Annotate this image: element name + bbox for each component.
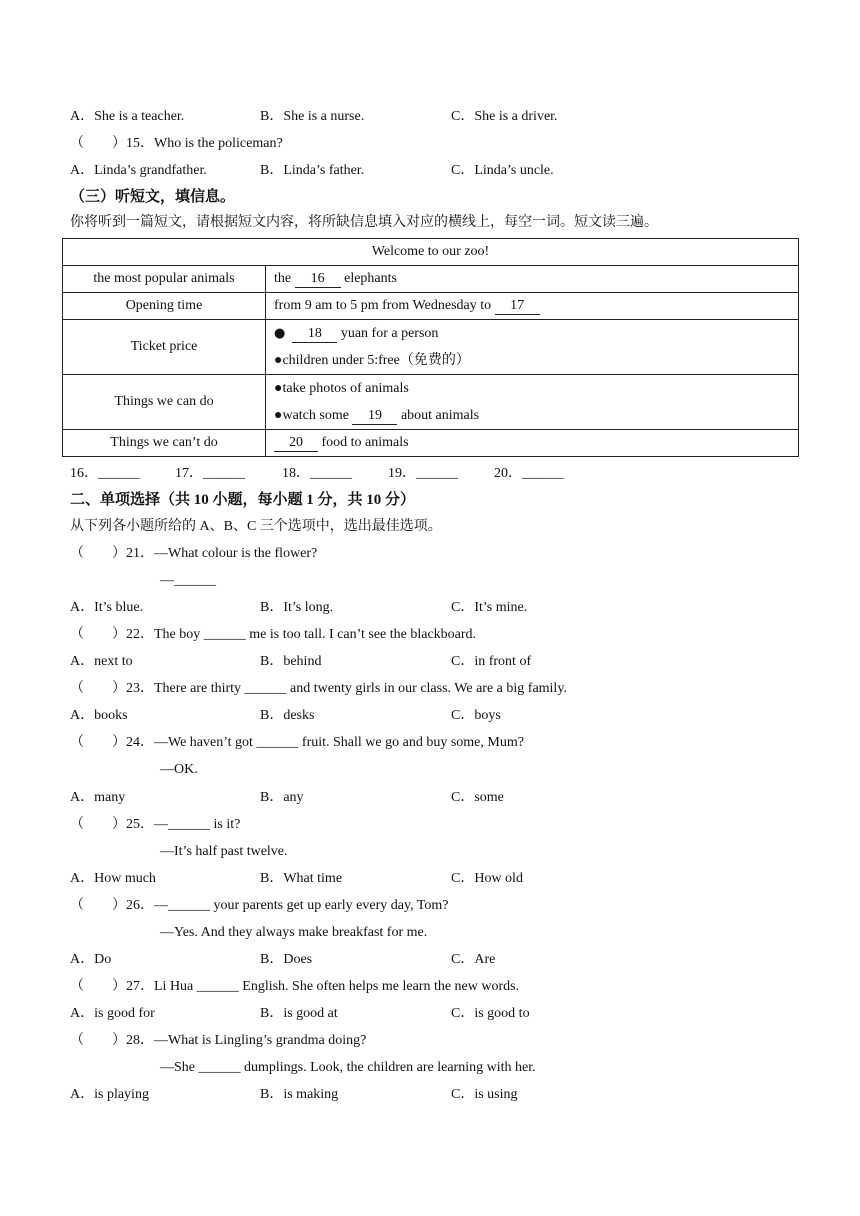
section2-instruction: 从下列各小题所给的 A、B、C 三个选项中，选出最佳选项。	[70, 519, 442, 534]
row-label: Opening time	[63, 293, 266, 320]
table-row	[63, 375, 799, 430]
blank-18: 18	[292, 326, 337, 343]
option-b: B．any	[260, 790, 304, 805]
table-row	[63, 320, 799, 375]
option-c: C．is good to	[451, 1006, 530, 1021]
option-c: C．It’s mine.	[451, 600, 528, 615]
option-a: A．next to	[70, 654, 133, 669]
option-b: B．is making	[260, 1087, 339, 1102]
option-c: C．boys	[451, 708, 501, 723]
answer-blank-16: 16．______	[70, 466, 140, 481]
option-a: A．is playing	[70, 1087, 149, 1102]
q14-option-b: B．She is a nurse.	[260, 109, 365, 124]
option-a: A．How much	[70, 871, 156, 886]
blank-17: 17	[495, 298, 540, 315]
section3-instruction: 你将听到一篇短文，请根据短文内容，将所缺信息填入对应的横线上，每空一词。短文读三遍。	[70, 215, 658, 230]
answer-blank-17: 17．______	[175, 466, 245, 481]
q15-stem: （ ）15．Who is the policeman?	[70, 136, 283, 151]
option-a: A．is good for	[70, 1006, 155, 1021]
option-c: C．in front of	[451, 654, 532, 669]
q15-option-b: B．Linda’s father.	[260, 163, 365, 178]
table-row	[63, 266, 799, 293]
q14-option-c: C．She is a driver.	[451, 109, 558, 124]
question-reply: —OK.	[160, 762, 198, 777]
q15-option-c: C．Linda’s uncle.	[451, 163, 554, 178]
table-row	[63, 293, 799, 320]
option-c: C．some	[451, 790, 504, 805]
answer-blank-20: 20．______	[494, 466, 564, 481]
option-b: B．is good at	[260, 1006, 338, 1021]
option-c: C．How old	[451, 871, 523, 886]
question-reply: —______	[160, 573, 216, 588]
question-stem: （ ）23．There are thirty ______ and twenty girls in our class. We are a big family.	[70, 681, 567, 696]
question-stem: （ ）21．—What colour is the flower?	[70, 546, 318, 561]
blank-19: 19	[352, 408, 397, 425]
option-c: C．Are	[451, 952, 496, 967]
option-b: B．It’s long.	[260, 600, 334, 615]
row-content: ● 18 yuan for a person ●children under 5:free（免费的）	[266, 320, 799, 375]
q14-option-a: A．She is a teacher.	[70, 109, 185, 124]
question-stem: （ ）28．—What is Lingling’s grandma doing?	[70, 1033, 367, 1048]
question-stem: （ ）26．—______ your parents get up early every day, Tom?	[70, 898, 449, 913]
question-stem: （ ）22．The boy ______ me is too tall. I can’t see the blackboard.	[70, 627, 477, 642]
option-b: B．desks	[260, 708, 315, 723]
option-b: B．What time	[260, 871, 343, 886]
option-a: A．It’s blue.	[70, 600, 144, 615]
section3-title: （三）听短文，填信息。	[70, 189, 236, 205]
answer-blank-18: 18．______	[282, 466, 352, 481]
row-content: 20 food to animals	[266, 430, 799, 457]
question-stem: （ ）27．Li Hua ______ English. She often helps me learn the new words.	[70, 979, 520, 994]
table-row	[63, 430, 799, 457]
answer-blank-19: 19．______	[388, 466, 458, 481]
table-title: Welcome to our zoo!	[63, 239, 799, 266]
option-a: A．books	[70, 708, 128, 723]
blank-20: 20	[274, 435, 318, 452]
zoo-info-table	[62, 238, 799, 457]
question-reply: —Yes. And they always make breakfast for me.	[160, 925, 428, 940]
question-stem: （ ）24．—We haven’t got ______ fruit. Shall we go and buy some, Mum?	[70, 735, 524, 750]
question-reply: —She ______ dumplings. Look, the children are learning with her.	[160, 1060, 536, 1075]
option-a: A．many	[70, 790, 126, 805]
row-content: ●take photos of animals ●watch some 19 about animals	[266, 375, 799, 430]
row-label: Things we can’t do	[63, 430, 266, 457]
option-b: B．Does	[260, 952, 313, 967]
row-label: Things we can do	[63, 375, 266, 430]
row-content: the 16 elephants	[266, 266, 799, 293]
question-stem: （ ）25．—______ is it?	[70, 817, 241, 832]
blank-16: 16	[295, 271, 341, 288]
row-label: Ticket price	[63, 320, 266, 375]
option-a: A．Do	[70, 952, 112, 967]
question-reply: —It’s half past twelve.	[160, 844, 288, 859]
q15-option-a: A．Linda’s grandfather.	[70, 163, 207, 178]
option-b: B．behind	[260, 654, 322, 669]
bullet-icon: ●	[274, 326, 286, 341]
row-content: from 9 am to 5 pm from Wednesday to 17	[266, 293, 799, 320]
section2-title: 二、单项选择（共 10 小题，每小题 1 分，共 10 分）	[70, 492, 416, 508]
row-label: the most popular animals	[63, 266, 266, 293]
option-c: C．is using	[451, 1087, 518, 1102]
